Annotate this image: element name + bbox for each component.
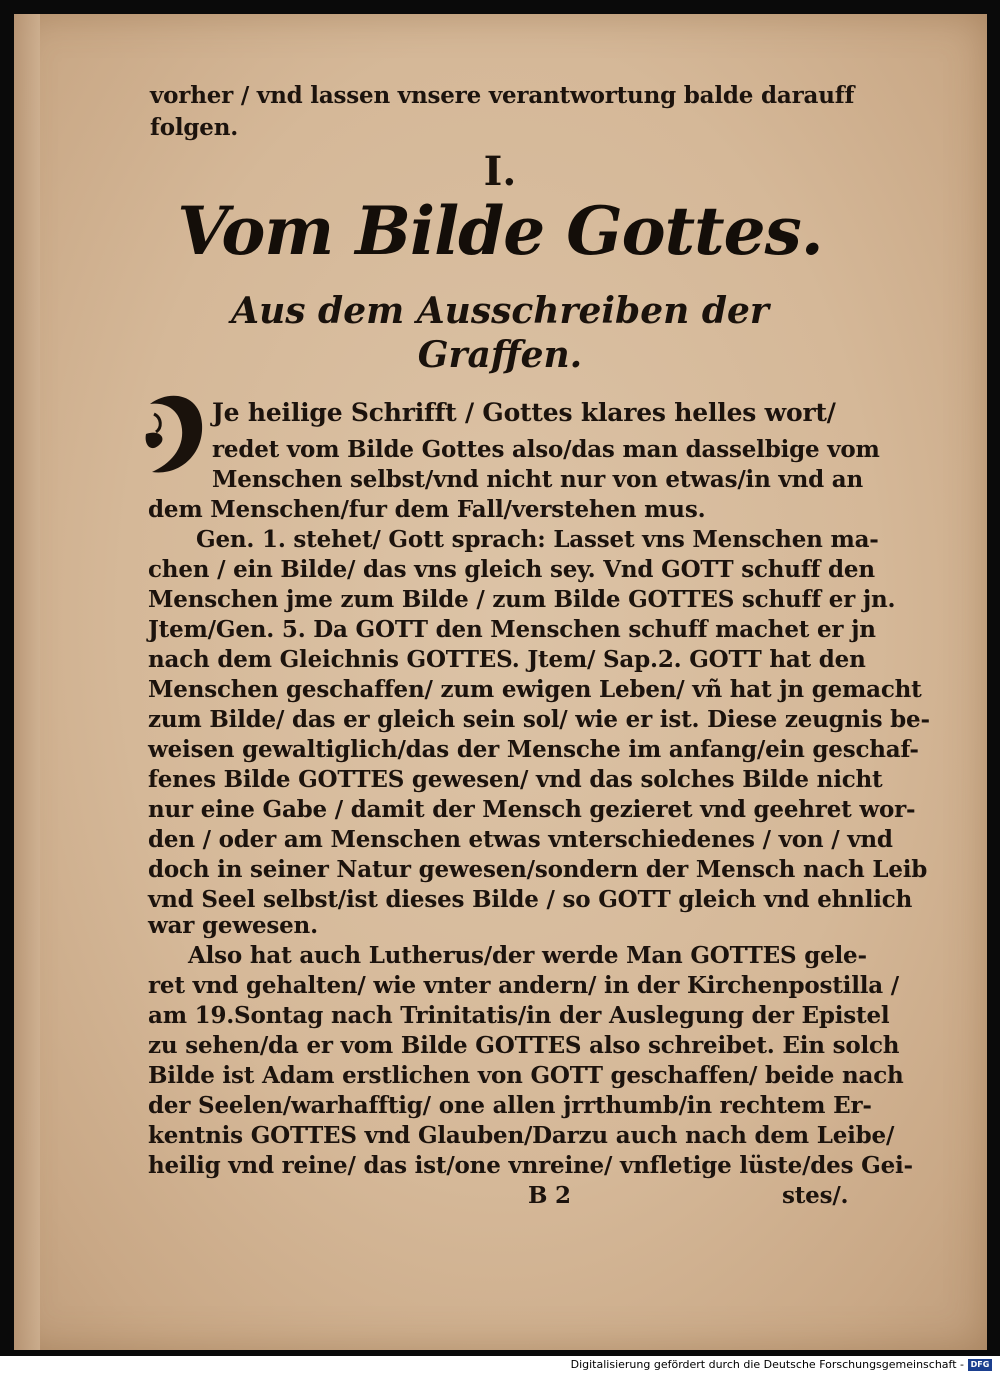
header-line-1: vorher / vnd lassen vnsere verantwortung balde darauff	[150, 82, 855, 109]
body-line-23: Bilde ist Adam erstlichen von GOTT geschaffen/ beide nach	[148, 1062, 904, 1089]
header-line-2: folgen.	[150, 114, 239, 141]
body-line-21: am 19.Sontag nach Trinitatis/in der Auslegung der Epistel	[148, 1002, 890, 1029]
body-line-16: doch in seiner Natur gewesen/sondern der Mensch nach Leib	[148, 856, 928, 883]
page-title: Vom Bilde Gottes.	[177, 192, 823, 270]
body-line-19: Also hat auch Lutherus/der werde Man GOTTES gele-	[188, 942, 867, 969]
section-number: I.	[483, 148, 517, 195]
body-line-18: war gewesen.	[148, 912, 318, 939]
dfg-logo: DFG	[968, 1359, 992, 1371]
catchword: stes/.	[782, 1182, 849, 1209]
body-line-12: weisen gewaltiglich/das der Mensche im anfang/ein geschaf-	[148, 736, 919, 763]
body-line-2: redet vom Bilde Gottes also/das man dasselbige vom	[212, 436, 880, 463]
body-line-24: der Seelen/warhafftig/ one allen jrrthumb/in rechtem Er-	[148, 1092, 872, 1119]
body-line-1: Je heilige Schrifft / Gottes klares helles wort/	[212, 398, 836, 427]
body-line-9: nach dem Gleichnis GOTTES. Jtem/ Sap.2. GOTT hat den	[148, 646, 866, 673]
body-line-8: Jtem/Gen. 5. Da GOTT den Menschen schuff machet er jn	[148, 616, 876, 643]
body-line-22: zu sehen/da er vom Bilde GOTTES also schreibet. Ein solch	[148, 1032, 900, 1059]
signature-mark: B 2	[528, 1182, 571, 1209]
body-line-5: Gen. 1. stehet/ Gott sprach: Lasset vns Menschen ma-	[196, 526, 879, 553]
body-line-7: Menschen jme zum Bilde / zum Bilde GOTTES schuff er jn.	[148, 586, 896, 613]
body-line-14: nur eine Gabe / damit der Mensch gezieret vnd geehret wor-	[148, 796, 916, 823]
body-line-15: den / oder am Menschen etwas vnterschiedenes / von / vnd	[148, 826, 893, 853]
body-line-6: chen / ein Bilde/ das vns gleich sey. Vnd GOTT schuff den	[148, 556, 875, 583]
body-line-20: ret vnd gehalten/ wie vnter andern/ in der Kirchenpostilla /	[148, 972, 900, 999]
body-line-11: zum Bilde/ das er gleich sein sol/ wie er ist. Diese zeugnis be-	[148, 706, 930, 733]
body-line-3: Menschen selbst/vnd nicht nur von etwas/in vnd an	[212, 466, 864, 493]
body-line-13: fenes Bilde GOTTES gewesen/ vnd das solches Bilde nicht	[148, 766, 883, 793]
body-line-4: dem Menschen/fur dem Fall/verstehen mus.	[148, 496, 706, 523]
body-line-25: kentnis GOTTES vnd Glauben/Darzu auch nach dem Leibe/	[148, 1122, 895, 1149]
body-line-10: Menschen geschaffen/ zum ewigen Leben/ vñ hat jn gemacht	[148, 676, 922, 703]
body-line-17: vnd Seel selbst/ist dieses Bilde / so GOTT gleich vnd ehnlich	[148, 886, 913, 913]
subtitle-line-2: Graffen.	[417, 334, 583, 376]
subtitle-line-1: Aus dem Ausschreiben der	[231, 290, 769, 332]
body-line-26: heilig vnd reine/ das ist/one vnreine/ vnfletige lüste/des Gei-	[148, 1152, 913, 1179]
footer-credit: Digitalisierung gefördert durch die Deutsche Forschungsgemeinschaft -	[570, 1358, 964, 1371]
